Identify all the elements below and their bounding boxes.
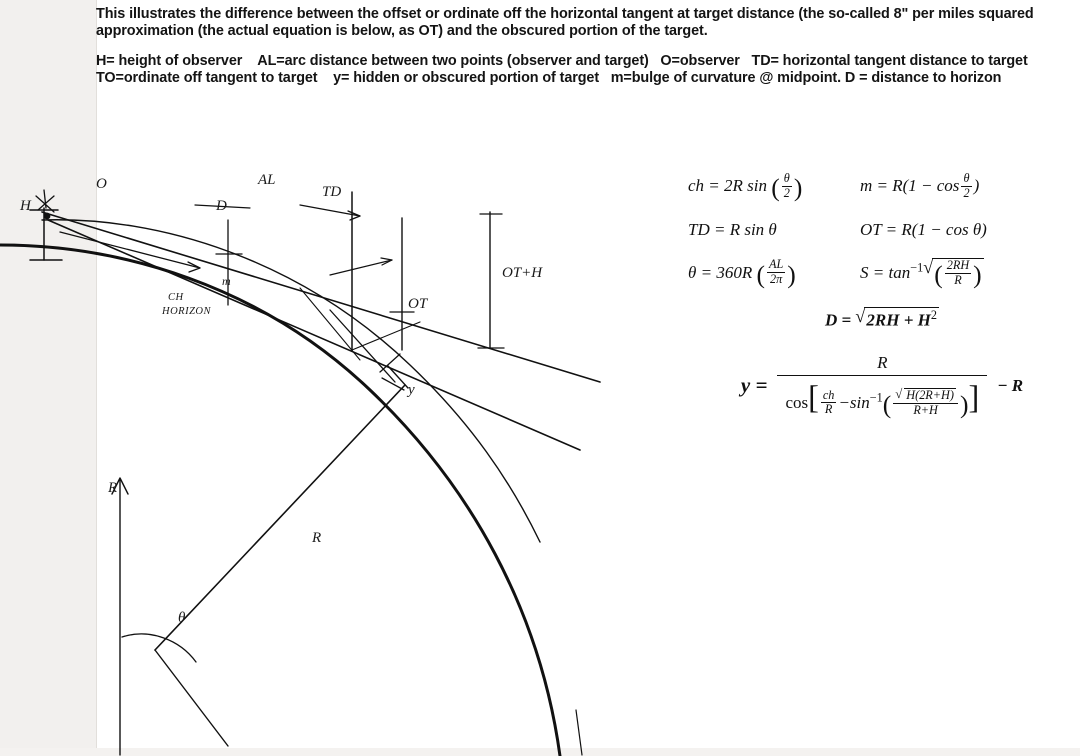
- sqrt-radicand-y: H(2R+H): [906, 388, 954, 403]
- bracket-open: [: [808, 378, 819, 415]
- sqrt-radicand: [932, 258, 983, 289]
- equation-d-lhs: D =: [824, 310, 856, 330]
- equation-s-exponent: −1: [910, 260, 924, 275]
- y-inner-den: R+H: [913, 402, 938, 417]
- theta-radius-line: [155, 650, 228, 746]
- al-over-2pi-fraction: [767, 258, 785, 286]
- equation-d: [688, 307, 1076, 331]
- radius-line: [155, 385, 405, 650]
- y-numerator: R: [877, 352, 888, 372]
- equation-m: [860, 170, 1060, 201]
- label-h: H: [20, 198, 31, 214]
- y-cross-line-b: [352, 322, 420, 350]
- label-theta: θ: [178, 610, 186, 626]
- 2rh-over-r-fraction: [945, 259, 971, 287]
- al-num: AL: [768, 257, 784, 272]
- label-al: AL: [258, 172, 276, 188]
- equation-td: TD = R sin θ: [688, 220, 777, 239]
- y-denominator: [777, 375, 987, 419]
- two-den-m: 2: [963, 185, 970, 200]
- intro-paragraph: This illustrates the difference between the offset or ordinate off the horizontal tangent at target distance (the so-called 8" per miles squared approximation (the actual equation is below, as OT) and the obscured portion of the target.: [96, 6, 1038, 39]
- label-ot-plus-h: OT+H: [502, 265, 543, 281]
- equation-ot: OT = R(1 − cos θ): [860, 220, 987, 239]
- ch-num: ch: [822, 387, 835, 402]
- equation-row-td-ot: [688, 220, 1076, 240]
- equation-row-ch-m: [688, 172, 1076, 202]
- label-y: y: [408, 382, 415, 398]
- earth-curve: [0, 245, 560, 756]
- equation-y-trailing: − R: [997, 375, 1024, 395]
- sqrt-symbol: [923, 258, 983, 289]
- label-ot: OT: [408, 296, 428, 312]
- equation-s: [860, 258, 1060, 289]
- label-observer: O: [96, 176, 107, 192]
- equation-m-rhs: ): [973, 175, 980, 195]
- typed-text-block: [96, 6, 1076, 87]
- td-arrow-line: [300, 205, 360, 216]
- equation-d-radicand: 2RH + H: [866, 310, 931, 330]
- paren-close-theta: ): [787, 259, 796, 289]
- y-inner-num: [893, 388, 958, 404]
- diagram-svg: [0, 150, 700, 756]
- equation-s-lhs: S = tan: [860, 262, 911, 282]
- y-main-fraction: [777, 353, 987, 419]
- sqrt-symbol-d: [855, 307, 939, 331]
- theta-num: θ: [782, 172, 792, 187]
- label-td: TD: [322, 184, 342, 200]
- label-horizon: HORIZON: [162, 306, 212, 317]
- paren-open-y: (: [882, 389, 892, 419]
- label-m: m: [222, 274, 231, 288]
- sqrt-symbol-y: [895, 388, 956, 403]
- theta-over-two-fraction: [782, 172, 792, 200]
- equation-theta: [688, 259, 860, 289]
- paren-open: (: [771, 173, 780, 202]
- theta-arc: [122, 634, 196, 662]
- sqrt-radicand-d: [864, 307, 939, 331]
- bottom-right-tick: [576, 710, 582, 755]
- two-den: 2: [783, 185, 790, 200]
- y-cos: cos: [785, 392, 809, 412]
- twopi-den: 2π: [769, 272, 783, 286]
- 2rh-num: 2RH: [946, 257, 970, 272]
- equation-row-theta-s: [688, 258, 1076, 289]
- y-minus-sin: −sin: [838, 392, 870, 412]
- legend-paragraph: H= height of observer AL=arc distance between two points (observer and target) O=observer TD= horizontal tangent distance to target TO=ordinate off tangent to target y= hidden or obscured portion of target m=bulge of curvature @ midpoint. D = distance to horizon: [96, 52, 1044, 86]
- label-d: D: [216, 198, 227, 214]
- y-inner-fraction: [893, 388, 958, 417]
- observer-star-marks: [36, 190, 54, 212]
- equation-ch-lhs: ch = 2R sin: [688, 175, 767, 195]
- horizontal-tangent-line: [42, 212, 600, 382]
- equation-y-label: y =: [740, 373, 768, 398]
- paren-close: ): [793, 173, 803, 202]
- ot-leader-arrow: [330, 260, 392, 275]
- paren-open-s: (: [934, 260, 943, 289]
- r-den-y: R: [824, 402, 833, 417]
- r-den: R: [954, 272, 962, 287]
- bracket-close: ]: [968, 378, 980, 415]
- equation-theta-lhs: θ = 360R: [688, 262, 753, 282]
- hand-drawn-diagram: [0, 150, 700, 756]
- ch-over-r-fraction: [821, 389, 837, 417]
- label-ch: CH: [168, 292, 184, 303]
- equation-m-lhs: m = R(1 − cos: [860, 175, 960, 195]
- theta-over-two-fraction-m: [961, 172, 971, 200]
- paren-open-theta: (: [756, 259, 765, 289]
- paren-close-s: ): [973, 260, 982, 289]
- chord-line: [48, 220, 580, 450]
- paren-close-y: ): [959, 389, 969, 419]
- equations-panel: [688, 172, 1076, 419]
- equation-ch: [688, 172, 860, 202]
- equation-y: [688, 353, 1076, 419]
- equation-d-exponent: 2: [930, 308, 938, 322]
- y-sin-exponent: −1: [869, 390, 883, 404]
- y-cross-line-c: [300, 288, 360, 360]
- theta-num-m: θ: [961, 172, 971, 187]
- label-radius: R: [312, 530, 322, 546]
- observer-point: [44, 213, 51, 220]
- label-radius-left: R: [108, 480, 118, 496]
